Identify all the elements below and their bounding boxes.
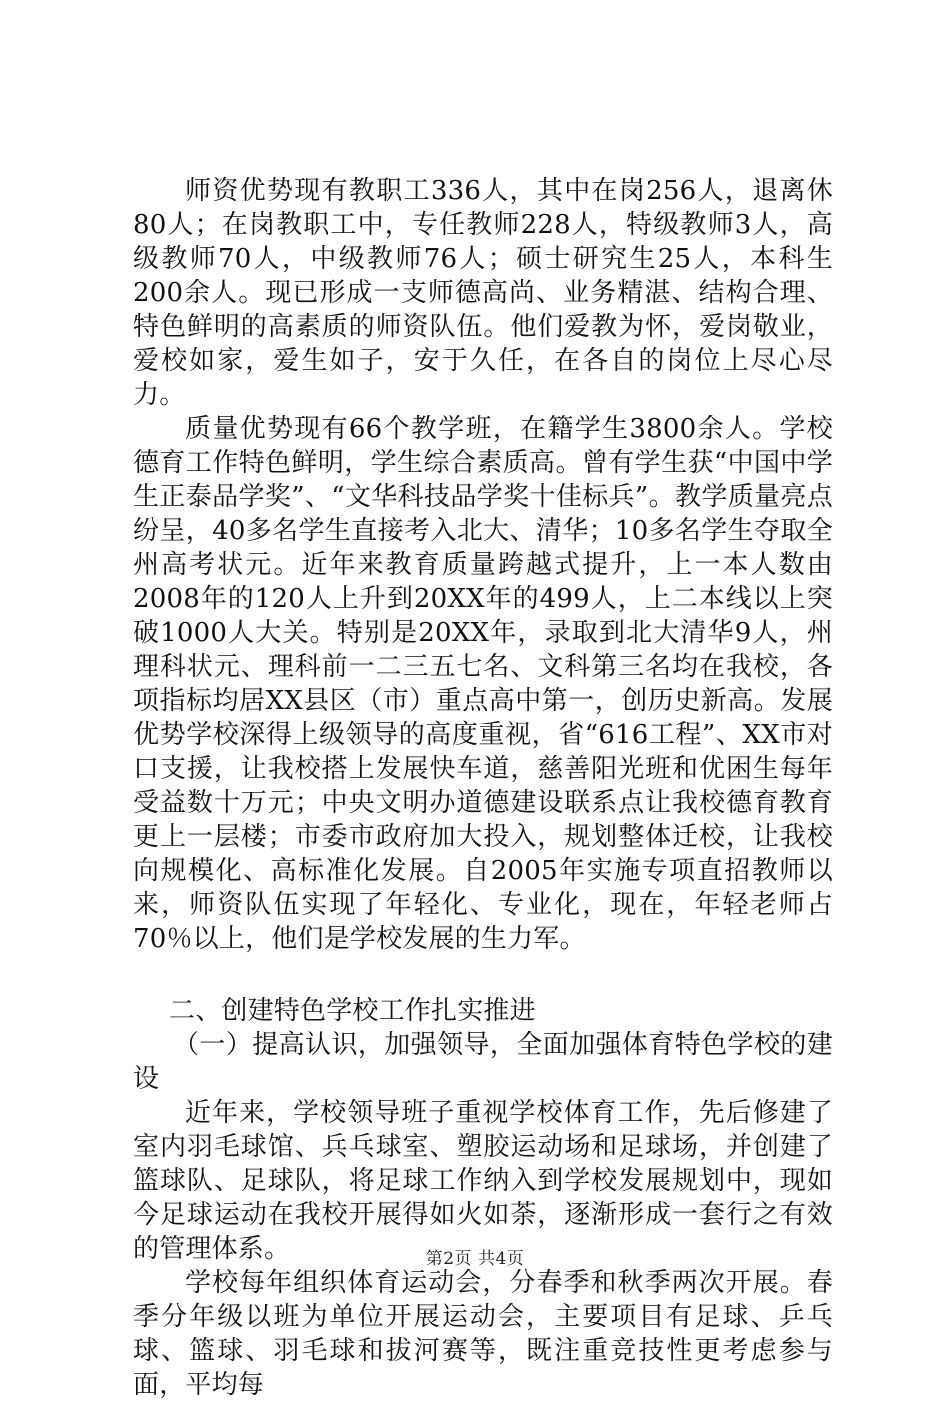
paragraph-teacher-advantage: 师资优势现有教职工336人，其中在岗256人，退离休80人；在岗教职工中，专任教师228人，特级教师3人，高级教师70人，中级教师76人；硕士研究生25人，本科生200余人。现已形成一支师德高尚、业务精湛、结构合理、特色鲜明的高素质的师资队伍。他们爱教为怀，爱岗敬业，爱校如家，爱生如子，安于久任，在各自的岗位上尽心尽力。 (133, 176, 833, 410)
sub-heading: （一）提高认识，加强领导，全面加强体育特色学校的建设 (133, 1030, 833, 1094)
paragraph-quality-advantage: 质量优势现有66个教学班，在籍学生3800余人。学校德育工作特色鲜明，学生综合素质高。曾有学生获“中国中学生正泰品学奖”、“文华科技品学奖十佳标兵”。教学质量亮点纷呈，40多名学生直接考入北大、清华；10多名学生夺取全州高考状元。近年来教育质量跨越式提升，上一本人数由2008年的120人上升到20XX年的499人，上二本线以上突破1000人大关。特别是20XX年，录取到北大清华9人，州理科状元、理科前一二三五七名、文科第三名均在我校，各项指标均居XX县区（市）重点高中第一，创历史新高。发展优势学校深得上级领导的高度重视，省“616工程”、XX市对口支援，让我校搭上发展快车道，慈善阳光班和优困生每年受益数十万元；中央文明办道德建设联系点让我校德育教育更上一层楼；市委市政府加大投入，规划整体迁校，让我校向规模化、高标准化发展。自2005年实施专项直招教师以来，师资队伍实现了年轻化、专业化，现在，年轻老师占70％以上，他们是学校发展的生力军。 (133, 414, 833, 954)
paragraph-sports-meet: 学校每年组织体育运动会，分春季和秋季两次开展。春季分年级以班为单位开展运动会，主要项目有足球、乒乓球、篮球、羽毛球和拔河赛等，既注重竞技性更考虑参与面，平均每 (133, 1268, 833, 1400)
document-body (133, 174, 833, 1402)
section-heading: 二、创建特色学校工作扎实推进 (169, 996, 536, 1026)
section-spacer (133, 956, 833, 994)
page-footer: 第2页 共4页 (425, 1249, 525, 1269)
paragraph-sports-facilities: 近年来，学校领导班子重视学校体育工作，先后修建了室内羽毛球馆、兵乓球室、塑胶运动场和足球场，并创建了篮球队、足球队，将足球工作纳入到学校发展规划中，现如今足球运动在我校开展得如火如荼，逐渐形成一套行之有效的管理体系。 (133, 1098, 833, 1264)
